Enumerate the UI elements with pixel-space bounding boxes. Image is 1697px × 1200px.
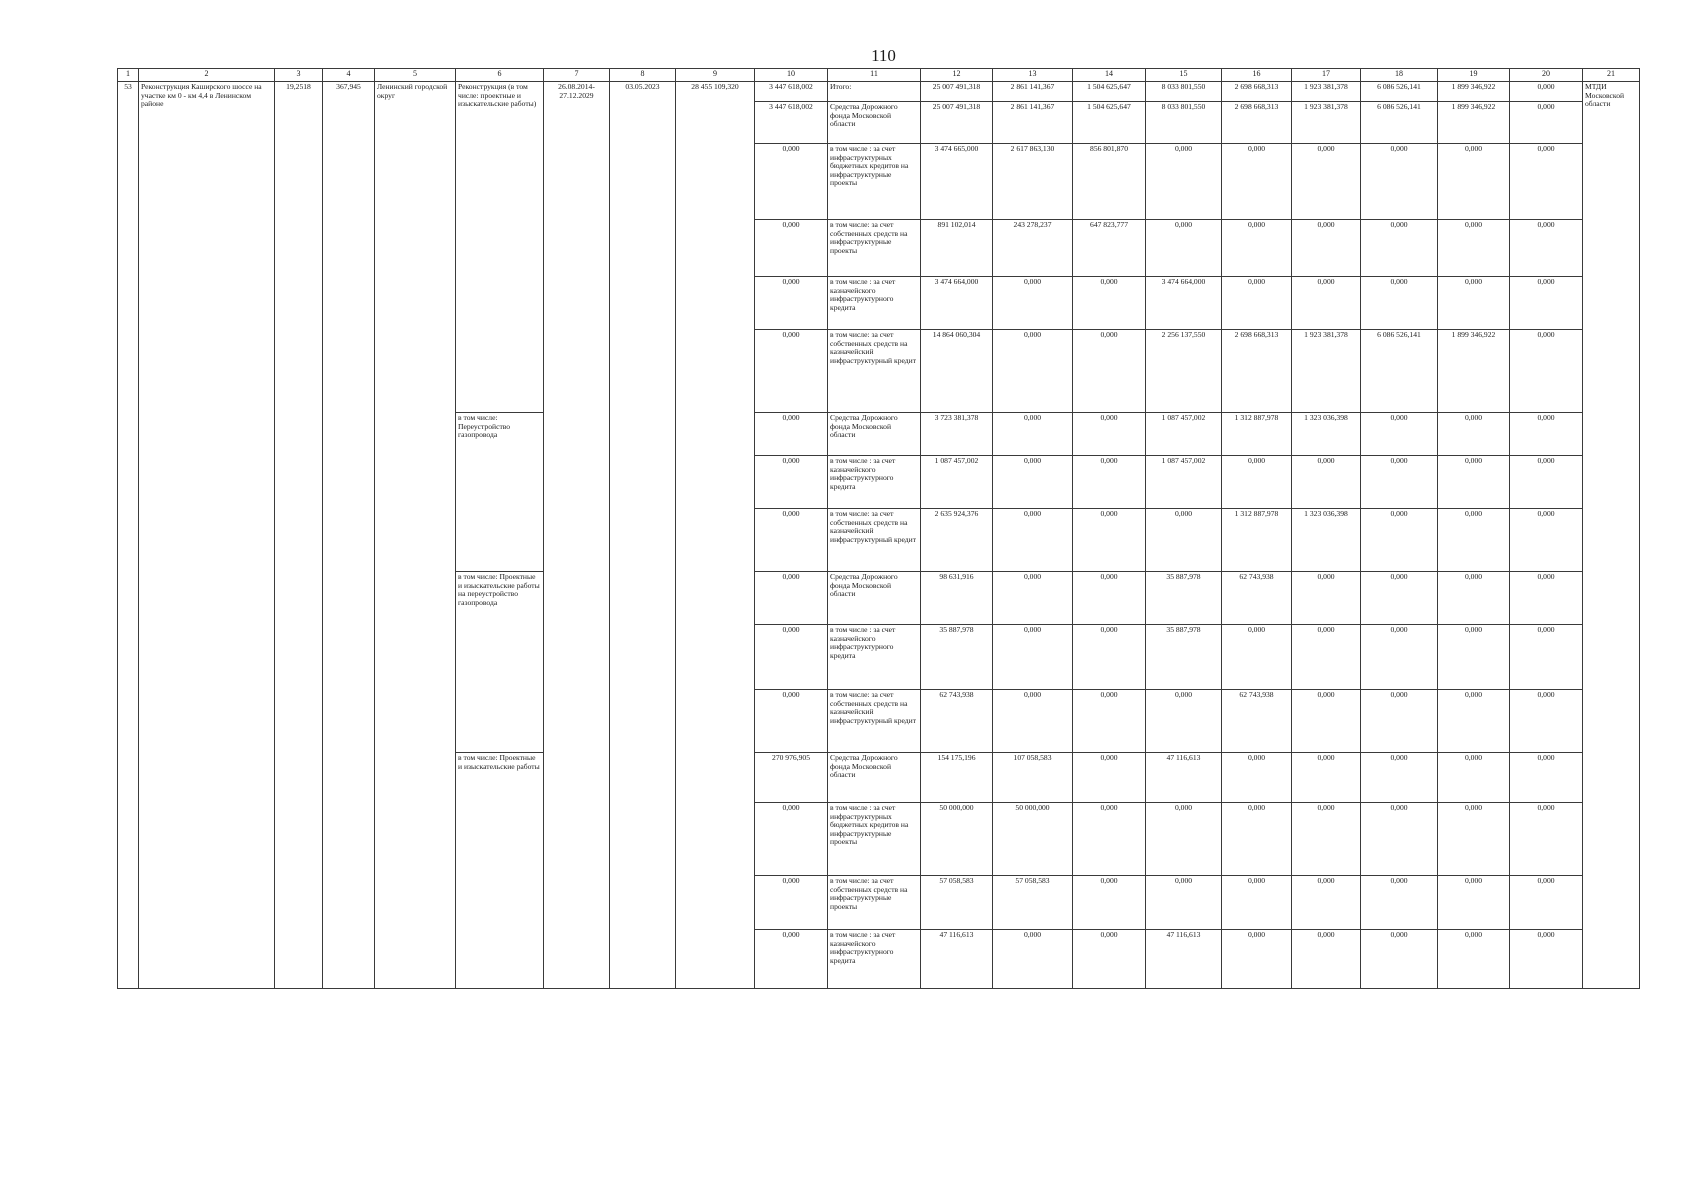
amount-col-13: 0,000 (993, 456, 1073, 509)
amount-col-14: 0,000 (1073, 413, 1146, 456)
funding-source: Средства Дорожного фонда Московской области (828, 753, 921, 803)
financed-amount: 0,000 (755, 456, 828, 509)
funding-source: в том числе: за счет собственных средств на инфраструктурные проекты (828, 220, 921, 277)
amount-col-15: 0,000 (1146, 509, 1222, 572)
amount-col-17: 1 923 381,378 (1292, 82, 1361, 102)
funding-source: в том числе : за счет инфраструктурных бюджетных кредитов на инфраструктурные проекты (828, 144, 921, 220)
column-number-15: 15 (1146, 69, 1222, 82)
amount-col-20: 0,000 (1510, 803, 1583, 876)
column-number-6: 6 (456, 69, 544, 82)
amount-col-19: 0,000 (1438, 413, 1510, 456)
column-number-17: 17 (1292, 69, 1361, 82)
amount-col-17: 0,000 (1292, 690, 1361, 753)
amount-col-12: 154 175,196 (921, 753, 993, 803)
amount-col-17: 1 923 381,378 (1292, 330, 1361, 413)
amount-col-17: 0,000 (1292, 803, 1361, 876)
column-number-12: 12 (921, 69, 993, 82)
column-number-11: 11 (828, 69, 921, 82)
work-type: в том числе: Проектные и изыскательские работы на переустройство газопровода (456, 572, 544, 753)
amount-col-19: 0,000 (1438, 572, 1510, 625)
column-number-19: 19 (1438, 69, 1510, 82)
amount-col-12: 14 864 060,304 (921, 330, 993, 413)
amount-col-12: 57 058,583 (921, 876, 993, 930)
financed-amount: 0,000 (755, 690, 828, 753)
amount-col-15: 1 087 457,002 (1146, 456, 1222, 509)
amount-col-17: 0,000 (1292, 876, 1361, 930)
work-period: 26.08.2014-27.12.2029 (544, 82, 610, 989)
amount-col-15: 0,000 (1146, 876, 1222, 930)
column-number-20: 20 (1510, 69, 1583, 82)
amount-col-14: 0,000 (1073, 509, 1146, 572)
amount-col-14: 0,000 (1073, 625, 1146, 690)
amount-col-13: 243 278,237 (993, 220, 1073, 277)
amount-col-18: 6 086 526,141 (1361, 330, 1438, 413)
record-number: 53 (118, 82, 139, 989)
start-date: 03.05.2023 (610, 82, 676, 989)
responsible-customer: МТДИ Московской области (1583, 82, 1640, 989)
amount-col-19: 0,000 (1438, 144, 1510, 220)
amount-col-12: 62 743,938 (921, 690, 993, 753)
amount-col-15: 8 033 801,550 (1146, 102, 1222, 144)
amount-col-12: 891 102,014 (921, 220, 993, 277)
amount-col-17: 1 323 036,398 (1292, 509, 1361, 572)
amount-col-15: 0,000 (1146, 803, 1222, 876)
estimated-cost: 28 455 109,320 (676, 82, 755, 989)
amount-col-12: 3 474 665,000 (921, 144, 993, 220)
page-number: 110 (871, 46, 896, 65)
column-number-18: 18 (1361, 69, 1438, 82)
financed-amount: 0,000 (755, 625, 828, 690)
amount-col-12: 35 887,978 (921, 625, 993, 690)
financed-amount: 0,000 (755, 277, 828, 330)
financed-amount: 0,000 (755, 803, 828, 876)
amount-col-13: 2 617 863,130 (993, 144, 1073, 220)
amount-col-13: 2 861 141,367 (993, 82, 1073, 102)
amount-col-14: 0,000 (1073, 803, 1146, 876)
funding-source: в том числе: за счет собственных средств на казначейский инфраструктурный кредит (828, 330, 921, 413)
amount-col-19: 0,000 (1438, 803, 1510, 876)
amount-col-12: 1 087 457,002 (921, 456, 993, 509)
amount-col-12: 2 635 924,376 (921, 509, 993, 572)
amount-col-19: 0,000 (1438, 753, 1510, 803)
amount-col-13: 0,000 (993, 690, 1073, 753)
amount-col-14: 0,000 (1073, 930, 1146, 989)
amount-col-15: 35 887,978 (1146, 572, 1222, 625)
funding-source: в том числе : за счет казначейского инфраструктурного кредита (828, 456, 921, 509)
amount-col-18: 0,000 (1361, 220, 1438, 277)
amount-col-20: 0,000 (1510, 330, 1583, 413)
column-number-21: 21 (1583, 69, 1640, 82)
district: Ленинский городской округ (375, 82, 456, 989)
amount-col-15: 0,000 (1146, 144, 1222, 220)
amount-col-20: 0,000 (1510, 144, 1583, 220)
amount-col-12: 98 631,916 (921, 572, 993, 625)
amount-col-20: 0,000 (1510, 572, 1583, 625)
column-number-8: 8 (610, 69, 676, 82)
amount-col-20: 0,000 (1510, 509, 1583, 572)
length-value: 19,2518 (275, 82, 323, 989)
amount-col-20: 0,000 (1510, 82, 1583, 102)
amount-col-12: 25 007 491,318 (921, 102, 993, 144)
amount-col-18: 0,000 (1361, 753, 1438, 803)
amount-col-17: 0,000 (1292, 456, 1361, 509)
financed-amount: 270 976,905 (755, 753, 828, 803)
amount-col-16: 2 698 668,313 (1222, 330, 1292, 413)
amount-col-16: 0,000 (1222, 625, 1292, 690)
amount-col-15: 47 116,613 (1146, 930, 1222, 989)
funding-source: Итого: (828, 82, 921, 102)
amount-col-18: 0,000 (1361, 625, 1438, 690)
amount-col-18: 0,000 (1361, 930, 1438, 989)
area-value: 367,945 (323, 82, 375, 989)
amount-col-16: 0,000 (1222, 930, 1292, 989)
amount-col-14: 0,000 (1073, 330, 1146, 413)
amount-col-16: 1 312 887,978 (1222, 509, 1292, 572)
amount-col-20: 0,000 (1510, 413, 1583, 456)
work-type: в том числе: Переустройство газопровода (456, 413, 544, 572)
amount-col-20: 0,000 (1510, 930, 1583, 989)
column-number-1: 1 (118, 69, 139, 82)
amount-col-13: 0,000 (993, 509, 1073, 572)
amount-col-19: 0,000 (1438, 509, 1510, 572)
amount-col-15: 1 087 457,002 (1146, 413, 1222, 456)
amount-col-18: 0,000 (1361, 876, 1438, 930)
amount-col-17: 0,000 (1292, 625, 1361, 690)
amount-col-18: 6 086 526,141 (1361, 102, 1438, 144)
amount-col-15: 0,000 (1146, 690, 1222, 753)
amount-col-20: 0,000 (1510, 220, 1583, 277)
work-type: в том числе: Проектные и изыскательские работы (456, 753, 544, 989)
amount-col-12: 25 007 491,318 (921, 82, 993, 102)
amount-col-17: 0,000 (1292, 277, 1361, 330)
amount-col-13: 57 058,583 (993, 876, 1073, 930)
amount-col-20: 0,000 (1510, 102, 1583, 144)
financed-amount: 0,000 (755, 572, 828, 625)
financed-amount: 0,000 (755, 413, 828, 456)
amount-col-19: 0,000 (1438, 220, 1510, 277)
amount-col-19: 0,000 (1438, 625, 1510, 690)
column-number-7: 7 (544, 69, 610, 82)
amount-col-17: 0,000 (1292, 220, 1361, 277)
amount-col-18: 0,000 (1361, 572, 1438, 625)
amount-col-19: 0,000 (1438, 277, 1510, 330)
amount-col-15: 8 033 801,550 (1146, 82, 1222, 102)
amount-col-15: 47 116,613 (1146, 753, 1222, 803)
amount-col-14: 1 504 625,647 (1073, 102, 1146, 144)
amount-col-18: 0,000 (1361, 803, 1438, 876)
funding-source: в том числе : за счет казначейского инфраструктурного кредита (828, 625, 921, 690)
column-number-13: 13 (993, 69, 1073, 82)
amount-col-13: 0,000 (993, 625, 1073, 690)
amount-col-20: 0,000 (1510, 690, 1583, 753)
amount-col-14: 0,000 (1073, 876, 1146, 930)
amount-col-13: 0,000 (993, 413, 1073, 456)
funding-source: Средства Дорожного фонда Московской области (828, 572, 921, 625)
funding-source: в том числе: за счет собственных средств на казначейский инфраструктурный кредит (828, 509, 921, 572)
amount-col-16: 2 698 668,313 (1222, 102, 1292, 144)
amount-col-16: 62 743,938 (1222, 690, 1292, 753)
amount-col-13: 107 058,583 (993, 753, 1073, 803)
amount-col-18: 6 086 526,141 (1361, 82, 1438, 102)
amount-col-13: 0,000 (993, 930, 1073, 989)
amount-col-13: 50 000,000 (993, 803, 1073, 876)
amount-col-16: 0,000 (1222, 144, 1292, 220)
amount-col-16: 0,000 (1222, 753, 1292, 803)
amount-col-17: 1 323 036,398 (1292, 413, 1361, 456)
amount-col-14: 647 823,777 (1073, 220, 1146, 277)
amount-col-15: 3 474 664,000 (1146, 277, 1222, 330)
table-row (118, 82, 1640, 102)
column-number-4: 4 (323, 69, 375, 82)
financed-amount: 0,000 (755, 220, 828, 277)
amount-col-13: 0,000 (993, 330, 1073, 413)
amount-col-14: 0,000 (1073, 277, 1146, 330)
amount-col-19: 0,000 (1438, 876, 1510, 930)
amount-col-12: 3 723 381,378 (921, 413, 993, 456)
amount-col-14: 1 504 625,647 (1073, 82, 1146, 102)
amount-col-16: 0,000 (1222, 456, 1292, 509)
amount-col-16: 0,000 (1222, 277, 1292, 330)
amount-col-18: 0,000 (1361, 413, 1438, 456)
amount-col-12: 3 474 664,000 (921, 277, 993, 330)
amount-col-17: 0,000 (1292, 572, 1361, 625)
amount-col-15: 35 887,978 (1146, 625, 1222, 690)
column-number-5: 5 (375, 69, 456, 82)
financed-amount: 0,000 (755, 144, 828, 220)
amount-col-16: 0,000 (1222, 876, 1292, 930)
amount-col-16: 1 312 887,978 (1222, 413, 1292, 456)
column-number-2: 2 (139, 69, 275, 82)
amount-col-19: 1 899 346,922 (1438, 330, 1510, 413)
funding-source: в том числе: за счет собственных средств на казначейский инфраструктурный кредит (828, 690, 921, 753)
amount-col-17: 0,000 (1292, 144, 1361, 220)
amount-col-19: 1 899 346,922 (1438, 82, 1510, 102)
amount-col-17: 1 923 381,378 (1292, 102, 1361, 144)
amount-col-20: 0,000 (1510, 277, 1583, 330)
amount-col-15: 0,000 (1146, 220, 1222, 277)
funding-source: Средства Дорожного фонда Московской области (828, 413, 921, 456)
amount-col-12: 50 000,000 (921, 803, 993, 876)
financed-amount: 3 447 618,002 (755, 102, 828, 144)
amount-col-14: 0,000 (1073, 690, 1146, 753)
amount-col-14: 0,000 (1073, 572, 1146, 625)
amount-col-16: 0,000 (1222, 220, 1292, 277)
financed-amount: 0,000 (755, 930, 828, 989)
financed-amount: 3 447 618,002 (755, 82, 828, 102)
financed-amount: 0,000 (755, 876, 828, 930)
amount-col-20: 0,000 (1510, 876, 1583, 930)
table-body (118, 82, 1640, 989)
amount-col-19: 0,000 (1438, 456, 1510, 509)
amount-col-12: 47 116,613 (921, 930, 993, 989)
amount-col-18: 0,000 (1361, 456, 1438, 509)
amount-col-17: 0,000 (1292, 753, 1361, 803)
amount-col-20: 0,000 (1510, 753, 1583, 803)
amount-col-15: 2 256 137,550 (1146, 330, 1222, 413)
column-number-16: 16 (1222, 69, 1292, 82)
amount-col-20: 0,000 (1510, 625, 1583, 690)
column-number-row (118, 69, 1640, 82)
amount-col-13: 0,000 (993, 277, 1073, 330)
amount-col-19: 0,000 (1438, 690, 1510, 753)
amount-col-13: 0,000 (993, 572, 1073, 625)
amount-col-18: 0,000 (1361, 509, 1438, 572)
amount-col-14: 856 801,870 (1073, 144, 1146, 220)
amount-col-13: 2 861 141,367 (993, 102, 1073, 144)
work-type: Реконструкция (в том числе: проектные и изыскательские работы) (456, 82, 544, 413)
column-number-3: 3 (275, 69, 323, 82)
funding-source: в том числе : за счет казначейского инфраструктурного кредита (828, 930, 921, 989)
funding-source: Средства Дорожного фонда Московской области (828, 102, 921, 144)
amount-col-14: 0,000 (1073, 753, 1146, 803)
amount-col-20: 0,000 (1510, 456, 1583, 509)
financed-amount: 0,000 (755, 509, 828, 572)
budget-table (117, 68, 1640, 989)
amount-col-18: 0,000 (1361, 277, 1438, 330)
amount-col-16: 62 743,938 (1222, 572, 1292, 625)
amount-col-19: 1 899 346,922 (1438, 102, 1510, 144)
amount-col-16: 2 698 668,313 (1222, 82, 1292, 102)
funding-source: в том числе : за счет инфраструктурных бюджетных кредитов на инфраструктурные проекты (828, 803, 921, 876)
amount-col-16: 0,000 (1222, 803, 1292, 876)
amount-col-18: 0,000 (1361, 690, 1438, 753)
financed-amount: 0,000 (755, 330, 828, 413)
funding-source: в том числе : за счет казначейского инфраструктурного кредита (828, 277, 921, 330)
object-name: Реконструкция Каширского шоссе на участке км 0 - км 4,4 в Ленинском районе (139, 82, 275, 989)
column-number-14: 14 (1073, 69, 1146, 82)
amount-col-14: 0,000 (1073, 456, 1146, 509)
funding-source: в том числе: за счет собственных средств на инфраструктурные проекты (828, 876, 921, 930)
column-number-10: 10 (755, 69, 828, 82)
amount-col-17: 0,000 (1292, 930, 1361, 989)
amount-col-18: 0,000 (1361, 144, 1438, 220)
amount-col-19: 0,000 (1438, 930, 1510, 989)
column-number-9: 9 (676, 69, 755, 82)
